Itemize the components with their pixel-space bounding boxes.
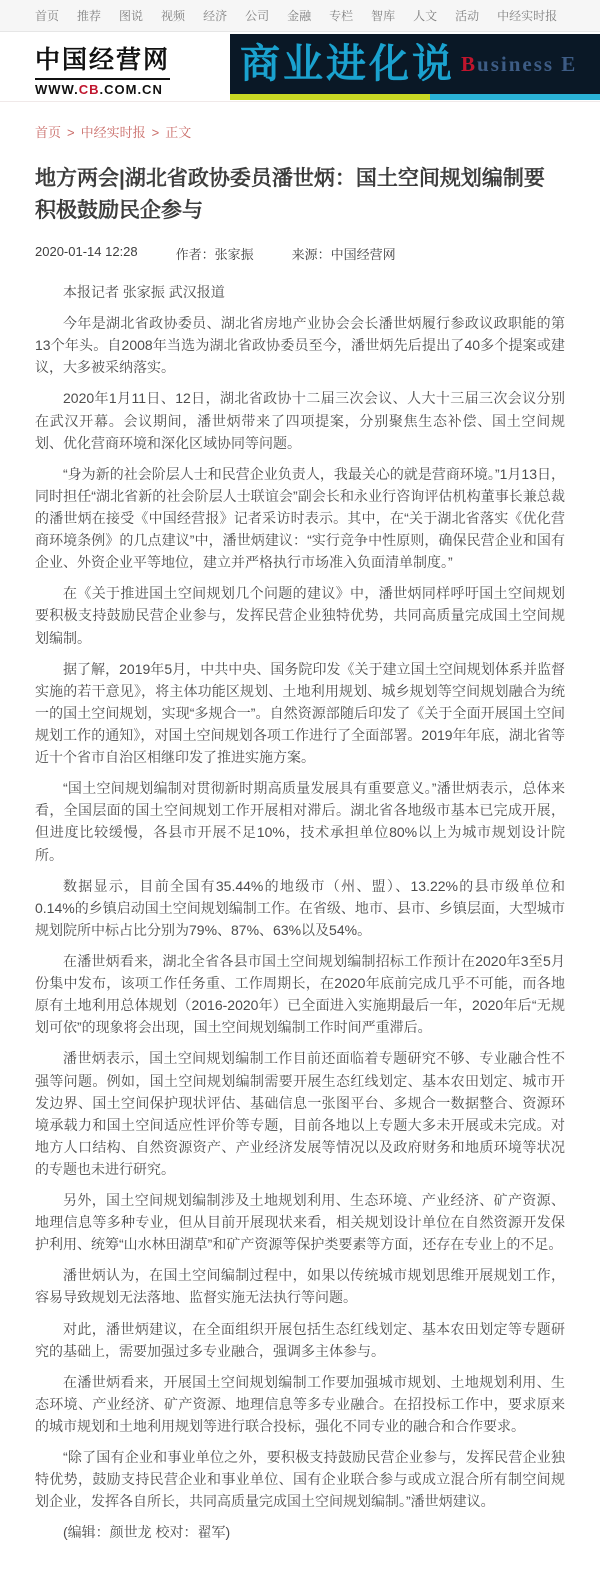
article-paragraph: “除了国有企业和事业单位之外，要积极支持鼓励民营企业参与，发挥民营企业独特优势，鼓励支持民营企业和事业单位、国有企业联合参与或成立混合所有制空间规划企业，发挥各自所长，共同高质量完成国土空间规划编制。”潘世炳建议。 (35, 1449, 565, 1510)
article-paragraph: 在《关于推进国土空间规划几个问题的建议》中，潘世炳同样呼吁国土空间规划要积极支持鼓励民营企业参与，发挥民营企业独特优势，共同高质量完成国土空间规划编制。 (35, 585, 565, 646)
article-title: 地方两会|湖北省政协委员潘世炳：国土空间规划编制要积极鼓励民企参与 (35, 167, 545, 222)
banner-stripe-cyan (430, 94, 600, 100)
article-paragraph: 据了解，2019年5月，中共中央、国务院印发《关于建立国土空间规划体系并监督实施的若干意见》，将主体功能区规划、土地利用规划、城乡规划等空间规划融合为统一的国土空间规划，实现“多规合一”。自然资源部随后印发了《关于全面开展国土空间规划工作的通知》，对国土空间规划各项工作进行了全面部署。2019年年底，湖北省等近十个省市自治区相继印发了推进实施方案。 (35, 660, 565, 766)
nav-item-finance[interactable]: 金融 (287, 9, 312, 23)
article-meta (35, 244, 565, 263)
banner-title-cn: 商业进化说 (240, 42, 455, 86)
banner-title-en: Business E (461, 51, 578, 76)
site-name: 中国经营网 (35, 47, 171, 74)
article-paragraph: 在潘世炳看来，湖北全省各县市国土空间规划编制招标工作预计在2020年3至5月份集中发布，该项工作任务重、工作周期长，在2020年底前完成几乎不可能，而各地原有土地利用总体规划（2016-2020年）已全面进入实施期最后一年，2020年后“无规划可依”的现象将会出现，国土空间规划编制工作时间严重滞后。 (35, 952, 565, 1036)
breadcrumb (0, 102, 600, 141)
breadcrumb-home[interactable]: 首页 (35, 125, 62, 140)
banner-stripe-yellow (230, 94, 430, 100)
article-paragraph: 潘世炳表示，国土空间规划编制工作目前还面临着专题研究不够、专业融合性不强等问题。例如，国土空间规划编制需要开展生态红线划定、基本农田划定、城市开发边界、国土空间保护现状评估、基础信息一张图平台、多规合一数据整合、资源环境承载力和国土空间适应性评价等专题，目前各地以上专题大多未开展或未完成。对地方人口结构、自然资源资产、产业经济发展等情况以及政府财务和地质环境等状况的专题也未进行研究。 (35, 1050, 565, 1177)
article-paragraph: “国土空间规划编制对贯彻新时期高质量发展具有重要意义。”潘世炳表示，总体来看，全国层面的国土空间规划工作开展相对滞后。湖北省各地级市基本已完成开展，但进度比较缓慢，各县市开展不足10%，技术承担单位80%以上为城市规划设计院所。 (35, 780, 565, 863)
site-logo[interactable] (35, 40, 170, 97)
site-url-highlight: CB (78, 82, 100, 97)
nav-item-video[interactable]: 视频 (161, 9, 186, 23)
article-body (35, 281, 565, 1544)
article-paragraph: 本报记者 张家振 武汉报道 (63, 284, 225, 300)
article-paragraph: 2020年1月11日、12日，湖北省政协十二届三次会议、人大十三届三次会议分别在武汉开幕。会议期间，潘世炳带来了四项提案，分别聚焦生态补偿、国土空间规划、优化营商环境和深化区域协同等问题。 (35, 390, 565, 451)
article (0, 163, 600, 1583)
breadcrumb-separator: > (67, 125, 75, 140)
nav-item-company[interactable]: 公司 (245, 9, 270, 23)
article-paragraph: 数据显示，目前全国有35.44%的地级市（州、盟）、13.22%的县市级单位和0.14%的乡镇启动国土空间规划编制工作。在省级、地市、县市、乡镇层面，大型城市规划院所中标占比分别为79%、87%、63%以及54%。 (35, 877, 565, 938)
article-editor-note: (编辑：颜世龙 校对：翟军) (63, 1524, 231, 1541)
site-header (0, 32, 600, 102)
nav-item-column[interactable]: 专栏 (329, 9, 354, 23)
banner-stripe (230, 94, 600, 100)
site-url: WWW.CB.COM.CN (35, 78, 170, 97)
ad-banner-text (230, 34, 600, 94)
nav-item-pictures[interactable]: 图说 (119, 9, 144, 23)
article-paragraph: 另外，国土空间规划编制涉及土地规划利用、生态环境、产业经济、矿产资源、地理信息等多种专业，但从目前开展现状来看，相关规划设计单位在自然资源开发保护利用、统筹“山水林田湖草”和矿产资源等保护类要素等方面，还存在专业上的不足。 (35, 1192, 565, 1253)
ad-banner[interactable] (230, 34, 600, 100)
nav-item-realtime-news[interactable]: 中经实时报 (497, 9, 558, 23)
nav-item-humanities[interactable]: 人文 (413, 9, 438, 23)
nav-item-thinktank[interactable]: 智库 (371, 9, 396, 23)
article-author: 作者：张家振 (175, 247, 254, 262)
nav-item-economy[interactable]: 经济 (203, 9, 228, 23)
nav-item-activity[interactable]: 活动 (455, 9, 480, 23)
nav-item-home[interactable]: 首页 (35, 9, 60, 23)
article-paragraph: 潘世炳认为，在国土空间编制过程中，如果以传统城市规划思维开展规划工作，容易导致规划无法落地、监督实施无法执行等问题。 (35, 1267, 565, 1306)
article-source: 来源：中国经营网 (291, 247, 396, 262)
breadcrumb-section[interactable]: 中经实时报 (80, 125, 146, 140)
article-paragraph: 对此，潘世炳建议，在全面组织开展包括生态红线划定、基本农田划定等专题研究的基础上，需要加强过多专业融合，强调多主体参与。 (35, 1320, 565, 1359)
breadcrumb-separator: > (151, 125, 160, 140)
top-nav (0, 0, 600, 32)
nav-item-recommend[interactable]: 推荐 (77, 9, 102, 23)
breadcrumb-current: 正文 (165, 125, 192, 140)
article-date: 2020-01-14 12:28 (35, 244, 138, 259)
article-paragraph: 今年是湖北省政协委员、湖北省房地产业协会会长潘世炳履行参政议政职能的第13个年头。自2008年当选为湖北省政协委员至今，潘世炳先后提出了40多个提案或建议，大多被采纳落实。 (35, 315, 565, 376)
article-paragraph: “身为新的社会阶层人士和民营企业负责人，我最关心的就是营商环境。”1月13日，同时担任“湖北省新的社会阶层人士联谊会”副会长和永业行咨询评估机构董事长兼总裁的潘世炳在接受《中国经营报》记者采访时表示。其中，在“关于湖北省落实《优化营商环境条例》的几点建议”中，潘世炳建议：“实行竞争中性原则，确保民营企业和国有企业、外资企业平等地位，建立并严格执行市场准入负面清单制度。” (35, 465, 565, 571)
article-paragraph: 在潘世炳看来，开展国土空间规划编制工作要加强城市规划、土地规划利用、生态环境、产业经济、矿产资源、地理信息等多专业融合。在招投标工作中，要求原来的城市规划和土地利用规划等进行联合投标，强化不同专业的融合和合作要求。 (35, 1373, 565, 1435)
